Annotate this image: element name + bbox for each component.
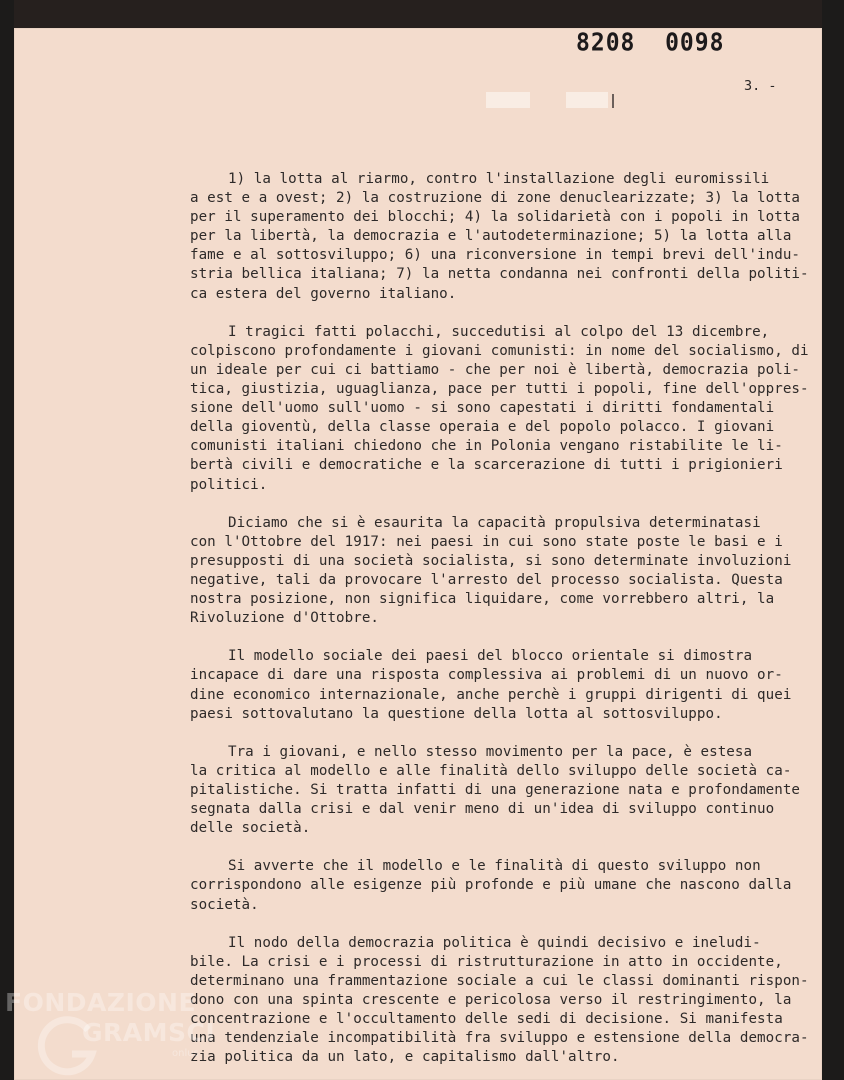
text-line: delle società. <box>190 820 311 837</box>
text-line: stria bellica italiana; 7) la netta condanna nei confronti della politi- <box>190 266 809 283</box>
watermark-suffix: onlus <box>172 1048 199 1059</box>
text-line: a est e a ovest; 2) la costruzione di zone denuclearizzate; 3) la lotta <box>190 190 801 207</box>
text-line: per il superamento dei blocchi; 4) la solidarietà con i popoli in lotta <box>190 209 801 226</box>
text-line: paesi sottovalutano la questione della lotta al sottosviluppo. <box>190 705 723 722</box>
fondazione-gramsci-watermark <box>0 986 220 1080</box>
archive-stamp-number: 8208 0098 <box>576 28 725 58</box>
watermark-line2: GRAMSCI <box>82 1018 216 1047</box>
text-line: Il nodo della democrazia politica è quindi decisivo e ineludi- <box>228 934 761 951</box>
text-line: zia politica da un lato, e capitalismo dall'altro. <box>190 1049 620 1066</box>
correction-smudge <box>486 92 530 108</box>
text-line: dine economico internazionale, anche perchè i gruppi dirigenti di quei <box>190 686 792 703</box>
text-line: con l'Ottobre del 1917: nei paesi in cui sono state poste le basi e i <box>190 533 783 550</box>
paragraph <box>190 934 809 1068</box>
text-line: incapace di dare una risposta complessiva ai problemi di un nuovo or- <box>190 667 783 684</box>
text-line: Il modello sociale dei paesi del blocco orientale si dimostra <box>228 648 753 665</box>
paragraph <box>190 743 801 838</box>
pen-mark <box>612 94 614 108</box>
text-line: sione dell'uomo sull'uomo - si sono capestati i diritti fondamentali <box>190 400 775 417</box>
text-line: dono con una spinta crescente e pericolosa verso il restringimento, la <box>190 992 792 1009</box>
text-line: Tra i giovani, e nello stesso movimento per la pace, è estesa <box>228 743 753 760</box>
text-line: politici. <box>190 476 268 493</box>
paragraph <box>190 514 792 629</box>
text-line: Diciamo che si è esaurita la capacità propulsiva determinatasi <box>228 514 761 531</box>
text-line: della gioventù, della classe operaia e del popolo polacco. I giovani <box>190 419 775 436</box>
text-line: nostra posizione, non significa liquidare, come vorrebbero altri, la <box>190 591 775 608</box>
text-line: Rivoluzione d'Ottobre. <box>190 610 380 627</box>
text-line: comunisti italiani chiedono che in Polonia vengano ristabilite le li- <box>190 438 783 455</box>
paragraph <box>190 170 809 304</box>
text-line: Si avverte che il modello e le finalità di questo sviluppo non <box>228 858 761 875</box>
text-line: bertà civili e democratiche e la scarcerazione di tutti i prigionieri <box>190 457 783 474</box>
text-line: una tendenziale incompatibilità fra sviluppo e estensione della democra- <box>190 1030 809 1047</box>
text-line: determinano una frammentazione sociale a cui le classi dominanti rispon- <box>190 972 809 989</box>
text-line: per la libertà, la democrazia e l'autodeterminazione; 5) la lotta alla <box>190 228 792 245</box>
text-line: pitalistiche. Si tratta infatti di una generazione nata e profondamente <box>190 782 801 798</box>
text-line: segnata dalla crisi e dal venir meno di un'idea di sviluppo continuo <box>190 801 775 818</box>
text-line: concentrazione e l'occultamento delle sedi di decisione. Si manifesta <box>190 1011 783 1028</box>
text-line: 1) la lotta al riarmo, contro l'installazione degli euromissili <box>228 171 770 187</box>
typed-body-text <box>190 170 809 1080</box>
text-line: bile. La crisi e i processi di ristrutturazione in atto in occidente, <box>190 953 783 970</box>
watermark-line1: FONDAZIONE <box>5 988 197 1017</box>
page-number: 3. - <box>744 78 777 94</box>
text-line: la critica al modello e alle finalità dello sviluppo delle società ca- <box>190 762 792 779</box>
paragraph <box>190 857 792 914</box>
text-line: corrispondono alle esigenze più profonde e più umane che nascono dalla <box>190 877 792 894</box>
text-line: un ideale per cui ci battiamo - che per noi è libertà, democrazia poli- <box>190 361 801 378</box>
text-line: tica, giustizia, uguaglianza, pace per tutti i popoli, fine dell'oppres- <box>190 381 809 398</box>
text-line: colpiscono profondamente i giovani comunisti: in nome del socialismo, di <box>190 342 809 359</box>
text-line: presupposti di una società socialista, si sono determinate involuzioni <box>190 552 792 569</box>
text-line: società. <box>190 896 259 913</box>
correction-smudge <box>566 92 608 108</box>
text-line: I tragici fatti polacchi, succedutisi al colpo del 13 dicembre, <box>228 323 770 340</box>
text-line: fame e al sottosviluppo; 6) una riconversione in tempi brevi dell'indu- <box>190 247 801 264</box>
text-line: negative, tali da provocare l'arresto del processo socialista. Questa <box>190 571 783 588</box>
text-line: ca estera del governo italiano. <box>190 285 457 302</box>
paragraph <box>190 323 809 495</box>
paragraph <box>190 647 792 723</box>
scan-top-edge <box>14 0 822 28</box>
